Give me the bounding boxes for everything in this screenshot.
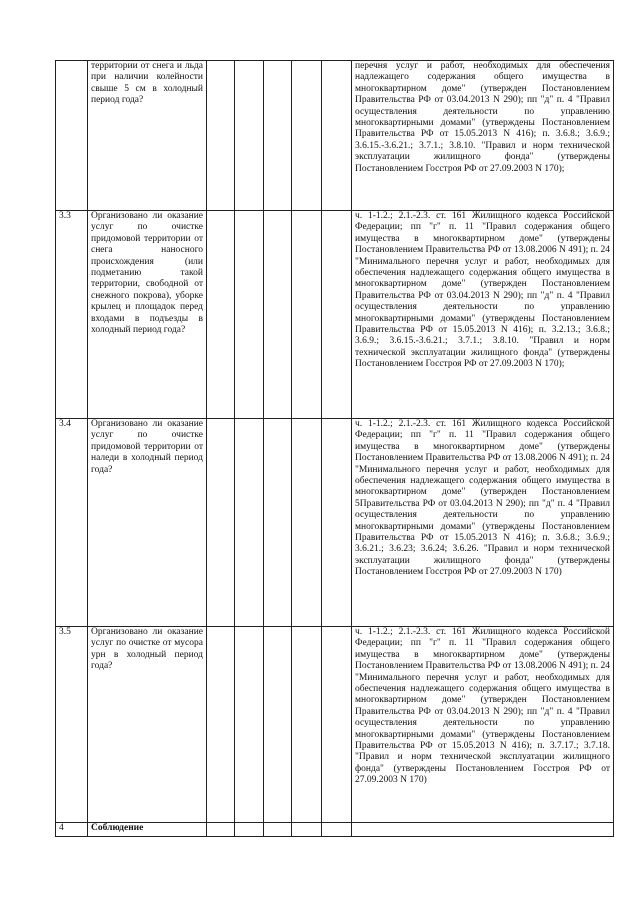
checklist-table: [55, 60, 614, 837]
row-number: 3.3: [56, 211, 88, 419]
blank-cell: [207, 419, 235, 627]
row-number: [56, 61, 88, 211]
table-row: [56, 823, 614, 837]
blank-cell: [207, 627, 235, 823]
reference-cell: ч. 1-1.2.; 2.1.-2.3. ст. 161 Жилищного кодекса Российской Федерации; пп "г" п. 11 "Правил содержания общего имущества в многоквартирном доме" (утверждены Постановлением Правительства РФ от 13.08.2006 N 491); п. 24 "Минимального перечня услуг и работ, необходимых для обеспечения надлежащего содержания общего имущества в многоквартирном доме" (утвержден Постановлением Правительства РФ от 03.04.2013 N 290); пп "д" п. 4 "Правил осуществления деятельности по управлению многоквартирными домами" (утверждены Постановлением Правительства РФ от 15.05.2013 N 416); п. 3.7.17.; 3.7.18. "Правил и норм технической эксплуатации жилищного фонда" (утверждены Постановлением Госстроя РФ от 27.09.2003 N 170): [352, 627, 614, 823]
blank-cell: [207, 61, 235, 211]
row-number: 4: [56, 823, 88, 837]
blank-cell: [322, 823, 352, 837]
question-cell: Организовано ли оказание услуг по очистке придомовой территории от наледи в холодный период года?: [88, 419, 207, 627]
blank-cell: [235, 61, 264, 211]
table-row: [56, 419, 614, 627]
blank-cell: [292, 211, 322, 419]
blank-cell: [235, 419, 264, 627]
section-title-cell: Соблюдение: [88, 823, 207, 837]
blank-cell: [322, 627, 352, 823]
blank-cell: [207, 823, 235, 837]
blank-cell: [235, 627, 264, 823]
blank-cell: [322, 61, 352, 211]
row-number: 3.4: [56, 419, 88, 627]
blank-cell: [264, 419, 292, 627]
blank-cell: [292, 823, 322, 837]
blank-cell: [322, 211, 352, 419]
table-row: [56, 211, 614, 419]
question-cell: территории от снега и льда при наличии колейности свыше 5 см в холодный период года?: [88, 61, 207, 211]
reference-cell: ч. 1-1.2.; 2.1.-2.3. ст. 161 Жилищного кодекса Российской Федерации; пп "г" п. 11 "Правил содержания общего имущества в многоквартирном доме" (утверждены Постановлением Правительства РФ от 13.08.2006 N 491); п. 24 "Минимального перечня услуг и работ, необходимых для обеспечения надлежащего содержания общего имущества в многоквартирном доме" (утвержден Постановлением Правительства РФ от 03.04.2013 N 290); пп "д" п. 4 "Правил осуществления деятельности по управлению многоквартирными домами" (утверждены Постановлением Правительства РФ от 15.05.2013 N 416); п. 3.2.13.; 3.6.8.; 3.6.9.; 3.6.15.-3.6.21.; 3.7.1.; 3.8.10. "Правил и норм технической эксплуатации жилищного фонда" (утверждены Постановлением Госстроя РФ от 27.09.2003 N 170);: [352, 211, 614, 419]
blank-cell: [292, 61, 322, 211]
reference-cell: [352, 823, 614, 837]
table-row: [56, 627, 614, 823]
blank-cell: [292, 627, 322, 823]
row-number: 3.5: [56, 627, 88, 823]
blank-cell: [207, 211, 235, 419]
blank-cell: [292, 419, 322, 627]
blank-cell: [322, 419, 352, 627]
blank-cell: [264, 627, 292, 823]
blank-cell: [264, 823, 292, 837]
blank-cell: [235, 823, 264, 837]
question-cell: Организовано ли оказание услуг по очистке придомовой территории от снега наносного происхождения (или подметанию такой территории, свободной от снежного покрова), уборке крылец и площадок перед входами в подъезды в холодный период года?: [88, 211, 207, 419]
question-cell: Организовано ли оказание услуг по очистке от мусора урн в холодный период года?: [88, 627, 207, 823]
blank-cell: [235, 211, 264, 419]
reference-cell: ч. 1-1.2.; 2.1.-2.3. ст. 161 Жилищного кодекса Российской Федерации; пп "г" п. 11 "Правил содержания общего имущества в многоквартирном доме" (утверждены Постановлением Правительства РФ от 13.08.2006 N 491); п. 24 "Минимального перечня услуг и работ, необходимых для обеспечения надлежащего содержания общего имущества в многоквартирном доме" (утвержден Постановлением 5Правительства РФ от 03.04.2013 N 290); пп "д" п. 4 "Правил осуществления деятельности по управлению многоквартирными домами" (утверждены Постановлением Правительства РФ от 15.05.2013 N 416); п. 3.6.8.; 3.6.9.; 3.6.21.; 3.6.23; 3.6.24; 3.6.26. "Правил и норм технической эксплуатации жилищного фонда" (утверждены Постановлением Госстроя РФ от 27.09.2003 N 170): [352, 419, 614, 627]
table-row: [56, 61, 614, 211]
blank-cell: [264, 211, 292, 419]
blank-cell: [264, 61, 292, 211]
reference-cell: перечня услуг и работ, необходимых для обеспечения надлежащего содержания общего имущества в многоквартирном доме" (утвержден Постановлением Правительства РФ от 03.04.2013 N 290); пп "д" п. 4 "Правил осуществления деятельности по управлению многоквартирными домами" (утверждены Постановлением Правительства РФ от 15.05.2013 N 416); п. 3.6.8.; 3.6.9.; 3.6.15.-3.6.21.; 3.7.1.; 3.8.10. "Правил и норм технической эксплуатации жилищного фонда" (утверждены Постановлением Госстроя РФ от 27.09.2003 N 170);: [352, 61, 614, 211]
